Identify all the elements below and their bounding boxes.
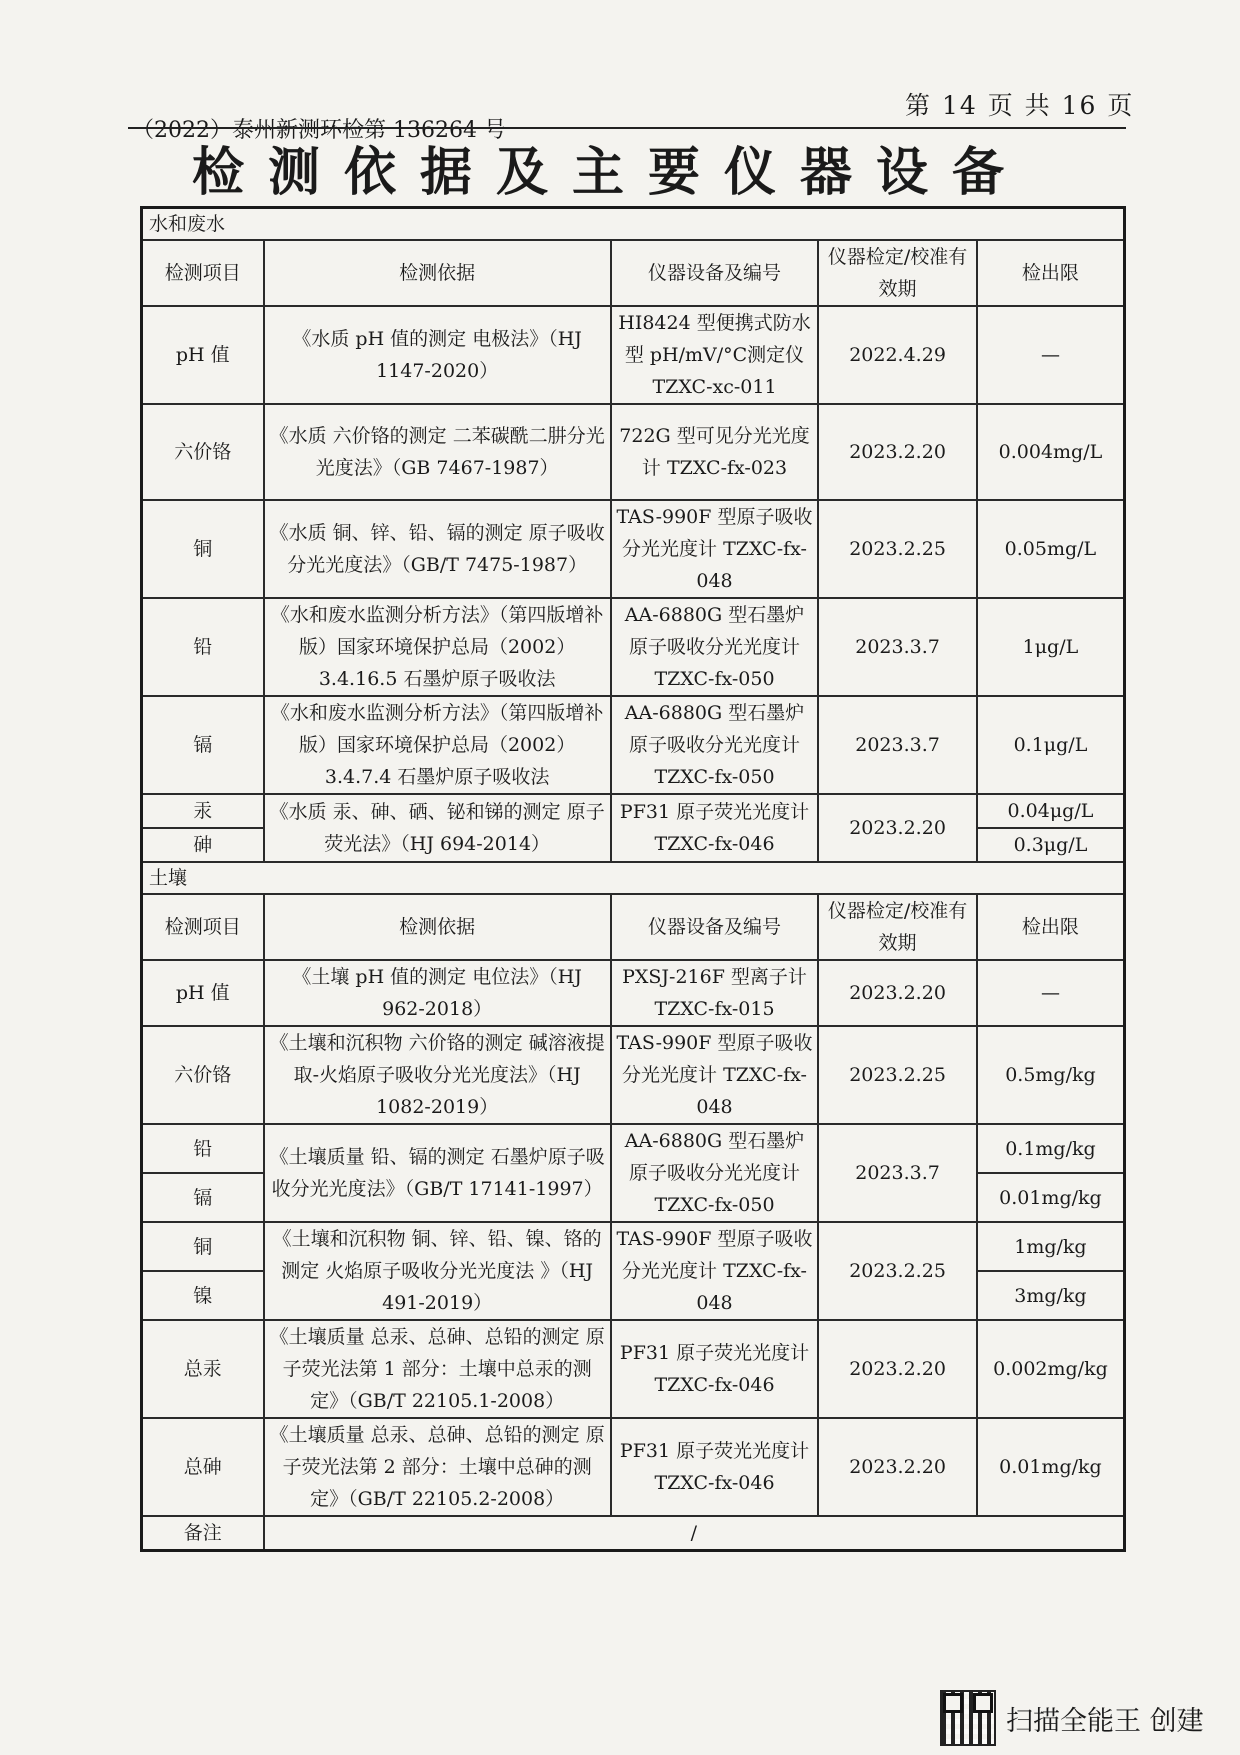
scanner-watermark <box>940 1690 1204 1746</box>
item-cell: 铜 <box>142 1222 264 1271</box>
item-cell: 铅 <box>142 1124 264 1173</box>
validity-cell: 2023.2.25 <box>818 500 977 598</box>
instrument-cell: AA-6880G 型石墨炉原子吸收分光光度计 TZXC-fx-050 <box>611 1124 818 1222</box>
validity-cell: 2023.2.20 <box>818 960 977 1026</box>
basis-cell: 《土壤和沉积物 六价铬的测定 碱溶液提取-火焰原子吸收分光光度法》（HJ 1082-2019） <box>264 1026 611 1124</box>
instrument-cell: AA-6880G 型石墨炉原子吸收分光光度计 TZXC-fx-050 <box>611 598 818 696</box>
section-row-water <box>142 208 1125 241</box>
section-title-water: 水和废水 <box>142 208 1125 241</box>
remarks-row <box>142 1516 1125 1551</box>
item-cell: 六价铬 <box>142 404 264 500</box>
basis-cell: 《水和废水监测分析方法》（第四版增补版）国家环境保护总局（2002）3.4.7.4 石墨炉原子吸收法 <box>264 696 611 794</box>
limit-cell: 0.1μg/L <box>977 696 1125 794</box>
table-row <box>142 1124 1125 1173</box>
basis-cell: 《土壤 pH 值的测定 电位法》（HJ 962-2018） <box>264 960 611 1026</box>
header-rule <box>128 127 1126 129</box>
basis-cell: 《土壤和沉积物 铜、锌、铅、镍、铬的测定 火焰原子吸收分光光度法 》（HJ 491-2019） <box>264 1222 611 1320</box>
page-number: 第 14 页 共 16 页 <box>905 91 1135 120</box>
instrument-cell: PF31 原子荧光光度计 TZXC-fx-046 <box>611 1320 818 1418</box>
section-title-soil: 土壤 <box>142 862 1125 894</box>
table-row <box>142 500 1125 598</box>
instrument-cell: TAS-990F 型原子吸收分光光度计 TZXC-fx-048 <box>611 1026 818 1124</box>
table-row <box>142 1026 1125 1124</box>
item-cell: 铜 <box>142 500 264 598</box>
validity-cell: 2023.2.20 <box>818 1320 977 1418</box>
table-row <box>142 1320 1125 1418</box>
instrument-cell: PF31 原子荧光光度计 TZXC-fx-046 <box>611 794 818 862</box>
basis-cell: 《土壤质量 总汞、总砷、总铅的测定 原子荧光法第 2 部分：土壤中总砷的测定》（GB/T 22105.2-2008） <box>264 1418 611 1516</box>
validity-cell: 2023.3.7 <box>818 696 977 794</box>
limit-cell: 1mg/kg <box>977 1222 1125 1271</box>
basis-cell: 《水质 六价铬的测定 二苯碳酰二肼分光光度法》（GB 7467-1987） <box>264 404 611 500</box>
limit-cell: 0.01mg/kg <box>977 1418 1125 1516</box>
col-header-instrument: 仪器设备及编号 <box>611 894 818 960</box>
limit-cell: — <box>977 306 1125 404</box>
item-cell: 镉 <box>142 696 264 794</box>
instrument-cell: TAS-990F 型原子吸收分光光度计 TZXC-fx-048 <box>611 500 818 598</box>
table-row <box>142 1418 1125 1516</box>
validity-cell: 2023.2.20 <box>818 1418 977 1516</box>
table-row <box>142 306 1125 404</box>
table-row <box>142 696 1125 794</box>
qr-code-icon <box>940 1690 996 1746</box>
remarks-label: 备注 <box>142 1516 264 1551</box>
col-header-item: 检测项目 <box>142 240 264 306</box>
col-header-basis: 检测依据 <box>264 894 611 960</box>
report-number: （2022）泰州新测环检第 136264 号 <box>132 118 506 143</box>
table-row <box>142 404 1125 500</box>
instrument-cell: PXSJ-216F 型离子计 TZXC-fx-015 <box>611 960 818 1026</box>
table-row <box>142 598 1125 696</box>
instrument-cell: AA-6880G 型石墨炉原子吸收分光光度计 TZXC-fx-050 <box>611 696 818 794</box>
limit-cell: 0.05mg/L <box>977 500 1125 598</box>
test-basis-table <box>140 206 1126 1552</box>
item-cell: pH 值 <box>142 306 264 404</box>
basis-cell: 《土壤质量 铅、镉的测定 石墨炉原子吸收分光光度法》（GB/T 17141-1997） <box>264 1124 611 1222</box>
col-header-instrument: 仪器设备及编号 <box>611 240 818 306</box>
basis-cell: 《水质 pH 值的测定 电极法》（HJ 1147-2020） <box>264 306 611 404</box>
item-cell: 总汞 <box>142 1320 264 1418</box>
limit-cell: 0.04μg/L <box>977 794 1125 828</box>
validity-cell: 2023.3.7 <box>818 598 977 696</box>
limit-cell: 0.5mg/kg <box>977 1026 1125 1124</box>
limit-cell: 0.1mg/kg <box>977 1124 1125 1173</box>
table-row <box>142 1222 1125 1271</box>
validity-cell: 2023.2.20 <box>818 404 977 500</box>
item-cell: 镉 <box>142 1173 264 1222</box>
col-header-item: 检测项目 <box>142 894 264 960</box>
header-row-water <box>142 240 1125 306</box>
brand-text: 扫描全能王 创建 <box>1006 1705 1204 1737</box>
basis-cell: 《水质 汞、砷、硒、铋和锑的测定 原子荧光法》（HJ 694-2014） <box>264 794 611 862</box>
item-cell: 镍 <box>142 1271 264 1320</box>
basis-cell: 《水和废水监测分析方法》（第四版增补版）国家环境保护总局（2002）3.4.16.5 石墨炉原子吸收法 <box>264 598 611 696</box>
basis-cell: 《水质 铜、锌、铅、镉的测定 原子吸收分光光度法》（GB/T 7475-1987） <box>264 500 611 598</box>
limit-cell: 0.3μg/L <box>977 828 1125 862</box>
instrument-cell: HI8424 型便携式防水型 pH/mV/°C测定仪 TZXC-xc-011 <box>611 306 818 404</box>
limit-cell: 0.002mg/kg <box>977 1320 1125 1418</box>
validity-cell: 2022.4.29 <box>818 306 977 404</box>
basis-cell: 《土壤质量 总汞、总砷、总铅的测定 原子荧光法第 1 部分：土壤中总汞的测定》（GB/T 22105.1-2008） <box>264 1320 611 1418</box>
item-cell: 砷 <box>142 828 264 862</box>
section-row-soil <box>142 862 1125 894</box>
validity-cell: 2023.3.7 <box>818 1124 977 1222</box>
item-cell: 六价铬 <box>142 1026 264 1124</box>
page-title: 检测依据及主要仪器设备 <box>191 143 1028 203</box>
validity-cell: 2023.2.25 <box>818 1026 977 1124</box>
limit-cell: 0.01mg/kg <box>977 1173 1125 1222</box>
col-header-validity: 仪器检定/校准有效期 <box>818 240 977 306</box>
col-header-validity: 仪器检定/校准有效期 <box>818 894 977 960</box>
validity-cell: 2023.2.20 <box>818 794 977 862</box>
table-row <box>142 960 1125 1026</box>
item-cell: 汞 <box>142 794 264 828</box>
limit-cell: — <box>977 960 1125 1026</box>
limit-cell: 3mg/kg <box>977 1271 1125 1320</box>
item-cell: 总砷 <box>142 1418 264 1516</box>
limit-cell: 0.004mg/L <box>977 404 1125 500</box>
item-cell: pH 值 <box>142 960 264 1026</box>
item-cell: 铅 <box>142 598 264 696</box>
header-row-soil <box>142 894 1125 960</box>
validity-cell: 2023.2.25 <box>818 1222 977 1320</box>
instrument-cell: 722G 型可见分光光度计 TZXC-fx-023 <box>611 404 818 500</box>
remarks-value: / <box>264 1516 1125 1551</box>
instrument-cell: TAS-990F 型原子吸收分光光度计 TZXC-fx-048 <box>611 1222 818 1320</box>
limit-cell: 1μg/L <box>977 598 1125 696</box>
instrument-cell: PF31 原子荧光光度计 TZXC-fx-046 <box>611 1418 818 1516</box>
col-header-limit: 检出限 <box>977 240 1125 306</box>
col-header-limit: 检出限 <box>977 894 1125 960</box>
col-header-basis: 检测依据 <box>264 240 611 306</box>
table-row <box>142 794 1125 828</box>
